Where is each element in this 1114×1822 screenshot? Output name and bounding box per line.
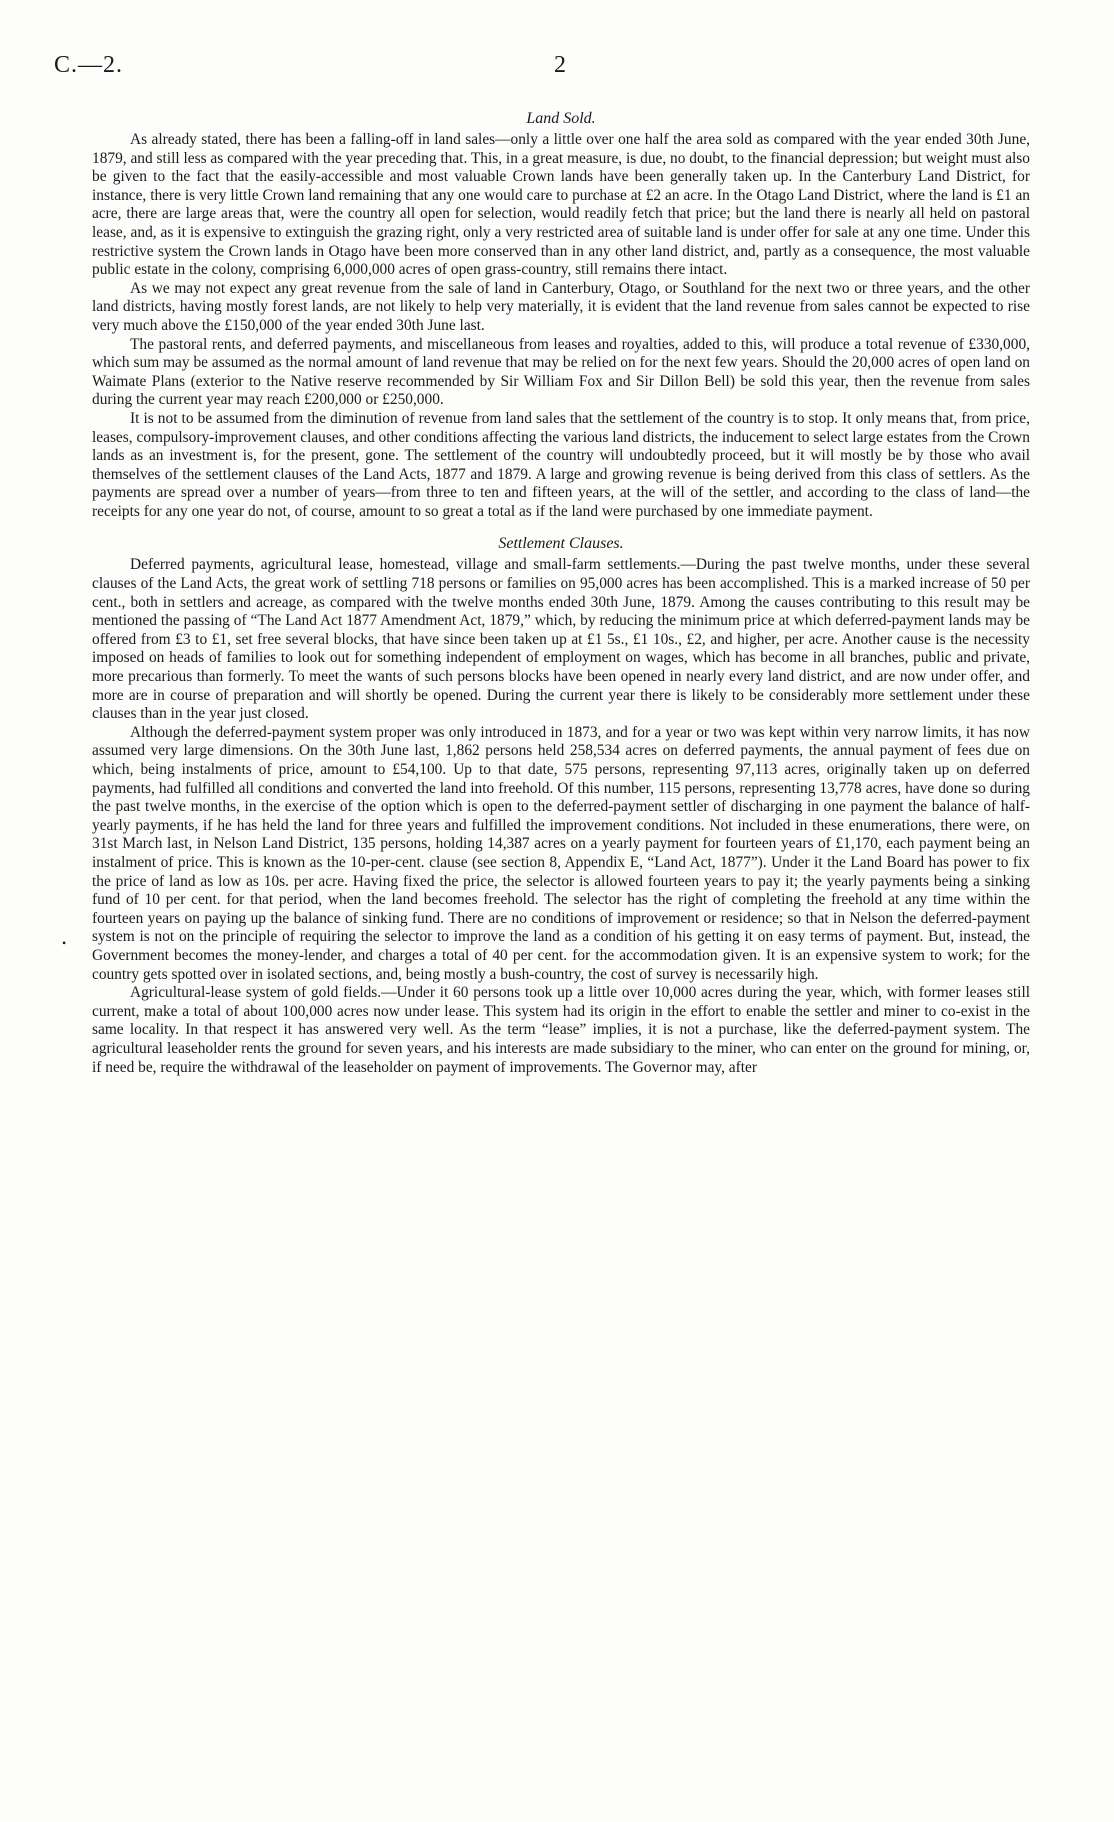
paragraph: As already stated, there has been a falling-off in land sales—only a little over one half the area sold as compared with the year ended 30th June, 1879, and still less as compared with the year preceding that. This, in a great measure, is due, no doubt, to the financial depression; but weight must also be given to the fact that the easily-accessible and most valuable Crown lands have been generally taken up. In the Canterbury Land District, for instance, there is very little Crown land remaining that any one would care to purchase at £2 an acre. In the Otago Land District, where the land is £1 an acre, there are large areas that, were the country all open for selection, would readily fetch that price; but the land there is nearly all held on pastoral lease, and, as it is expensive to extinguish the grazing right, only a very restricted area of suitable land is under offer for sale at any one time. Under this restrictive system the Crown lands in Otago have been more conserved than in any other land district, and, partly as a consequence, the most valuable public estate in the colony, comprising 6,000,000 acres of open grass-country, still remains there intact. bbox=[92, 131, 1030, 279]
paragraph: Although the deferred-payment system proper was only introduced in 1873, and for a year or two was kept within very narrow limits, it has now assumed very large dimensions. On the 30th June last, 1,862 persons held 258,534 acres on deferred payments, the annual payment of fees due on which, being instalments of price, amount to £54,100. Up to that date, 575 persons, representing 97,113 acres, originally taken up on deferred payments, had fulfilled all conditions and converted the land into freehold. Of this number, 115 persons, representing 13,778 acres, have done so during the past twelve months, in the exercise of the option which is open to the deferred-payment settler of discharging in one payment the balance of half-yearly payments, if he has held the land for three years and fulfilled the improvement conditions. Not included in these enumerations, there were, on 31st March last, in Nelson Land District, 135 persons, holding 14,387 acres on a yearly payment for fourteen years of £1,170, each payment being an instalment of price. This is known as the 10-per-cent. clause (see section 8, Appendix E, “Land Act, 1877”). Under it the Land Board has power to fix the price of land as low as 10s. per acre. Having fixed the price, the selector is allowed fourteen years to pay it; the yearly payments being a sinking fund of 10 per cent. for that period, when the land becomes freehold. The selector has the right of completing the freehold at any time within the fourteen years on paying up the balance of sinking fund. There are no conditions of improvement or residence; so that in Nelson the deferred-payment system is not on the principle of requiring the selector to improve the land as a condition of his getting it on easy terms of payment. But, instead, the Government becomes the money-lender, and charges a total of 40 per cent. for the accommodation given. It is an expensive system to work; for the country gets spotted over in isolated sections, and, being mostly a bush-country, the cost of survey is necessarily high. bbox=[92, 723, 1030, 983]
document-reference: C.—2. bbox=[54, 52, 124, 78]
page-body bbox=[92, 108, 1030, 1077]
paragraph: The pastoral rents, and deferred payments, and miscellaneous from leases and royalties, added to this, will produce a total revenue of £330,000, which sum may be assumed as the normal amount of land revenue that may be relied on for the next few years. Should the 20,000 acres of open land on Waimate Plans (exterior to the Native reserve recommended by Sir William Fox and Sir Dillon Bell) be sold this year, then the revenue from sales during the current year may reach £200,000 or £250,000. bbox=[92, 335, 1030, 409]
page-number: 2 bbox=[554, 52, 566, 78]
section-heading-settlement-clauses: Settlement Clauses. bbox=[498, 535, 624, 553]
paragraph: Agricultural-lease system of gold fields.—Under it 60 persons took up a little over 10,000 acres during the year, which, with former leases still current, make a total of about 100,000 acres now under lease. This system had its origin in the effort to enable the settler and miner to co-exist in the same locality. In that respect it has answered very well. As the term “lease” implies, it is not a purchase, like the deferred-payment system. The agricultural leaseholder rents the ground for seven years, and his interests are made subsidiary to the miner, who can enter on the ground for mining, or, if need be, require the withdrawal of the leaseholder on payment of improvements. The Governor may, after bbox=[92, 984, 1030, 1076]
paragraph: It is not to be assumed from the diminution of revenue from land sales that the settlement of the country is to stop. It only means that, from price, leases, compulsory-improvement clauses, and other conditions affecting the various land districts, the inducement to select large estates from the Crown lands as an investment is, for the present, gone. The settlement of the country will undoubtedly proceed, but it will mostly be by those who avail themselves of the settlement clauses of the Land Acts, 1877 and 1879. A large and growing revenue is being derived from this class of settlers. As the payments are spread over a number of years—from three to ten and fifteen years, at the will of the settler, and according to the class of land—the receipts for any one year do not, of course, amount to so great a total as if the land were purchased by one immediate payment. bbox=[92, 409, 1030, 520]
margin-dot-icon: • bbox=[62, 936, 67, 950]
paragraph: Deferred payments, agricultural lease, homestead, village and small-farm settlements.—During the past twelve months, under these several clauses of the Land Acts, the great work of settling 718 persons or families on 95,000 acres has been accomplished. This is a marked increase of 50 per cent., both in settlers and acreage, as compared with the twelve months ended 30th June, 1879. Among the causes contributing to this result may be mentioned the passing of “The Land Act 1877 Amendment Act, 1879,” which, by reducing the minimum price at which deferred-payment lands may be offered from £3 to £1, set free several blocks, that have since been taken up at £1 5s., £1 10s., £2, and higher, per acre. Another cause is the necessity imposed on heads of families to look out for something independent of employment on wages, which has become in all branches, public and private, more precarious than formerly. To meet the wants of such persons blocks have been opened in nearly every land district, and are now under offer, and more are in course of preparation and will shortly be opened. During the current year there is likely to be considerably more settlement under these clauses than in the year just closed. bbox=[92, 556, 1030, 723]
paragraph: As we may not expect any great revenue from the sale of land in Canterbury, Otago, or Southland for the next two or three years, and the other land districts, having mostly forest lands, are not likely to help very materially, it is evident that the land revenue from sales cannot be expected to rise very much above the £150,000 of the year ended 30th June last. bbox=[92, 279, 1030, 334]
section-heading-land-sold: Land Sold. bbox=[526, 110, 596, 127]
page-header bbox=[54, 52, 1060, 88]
